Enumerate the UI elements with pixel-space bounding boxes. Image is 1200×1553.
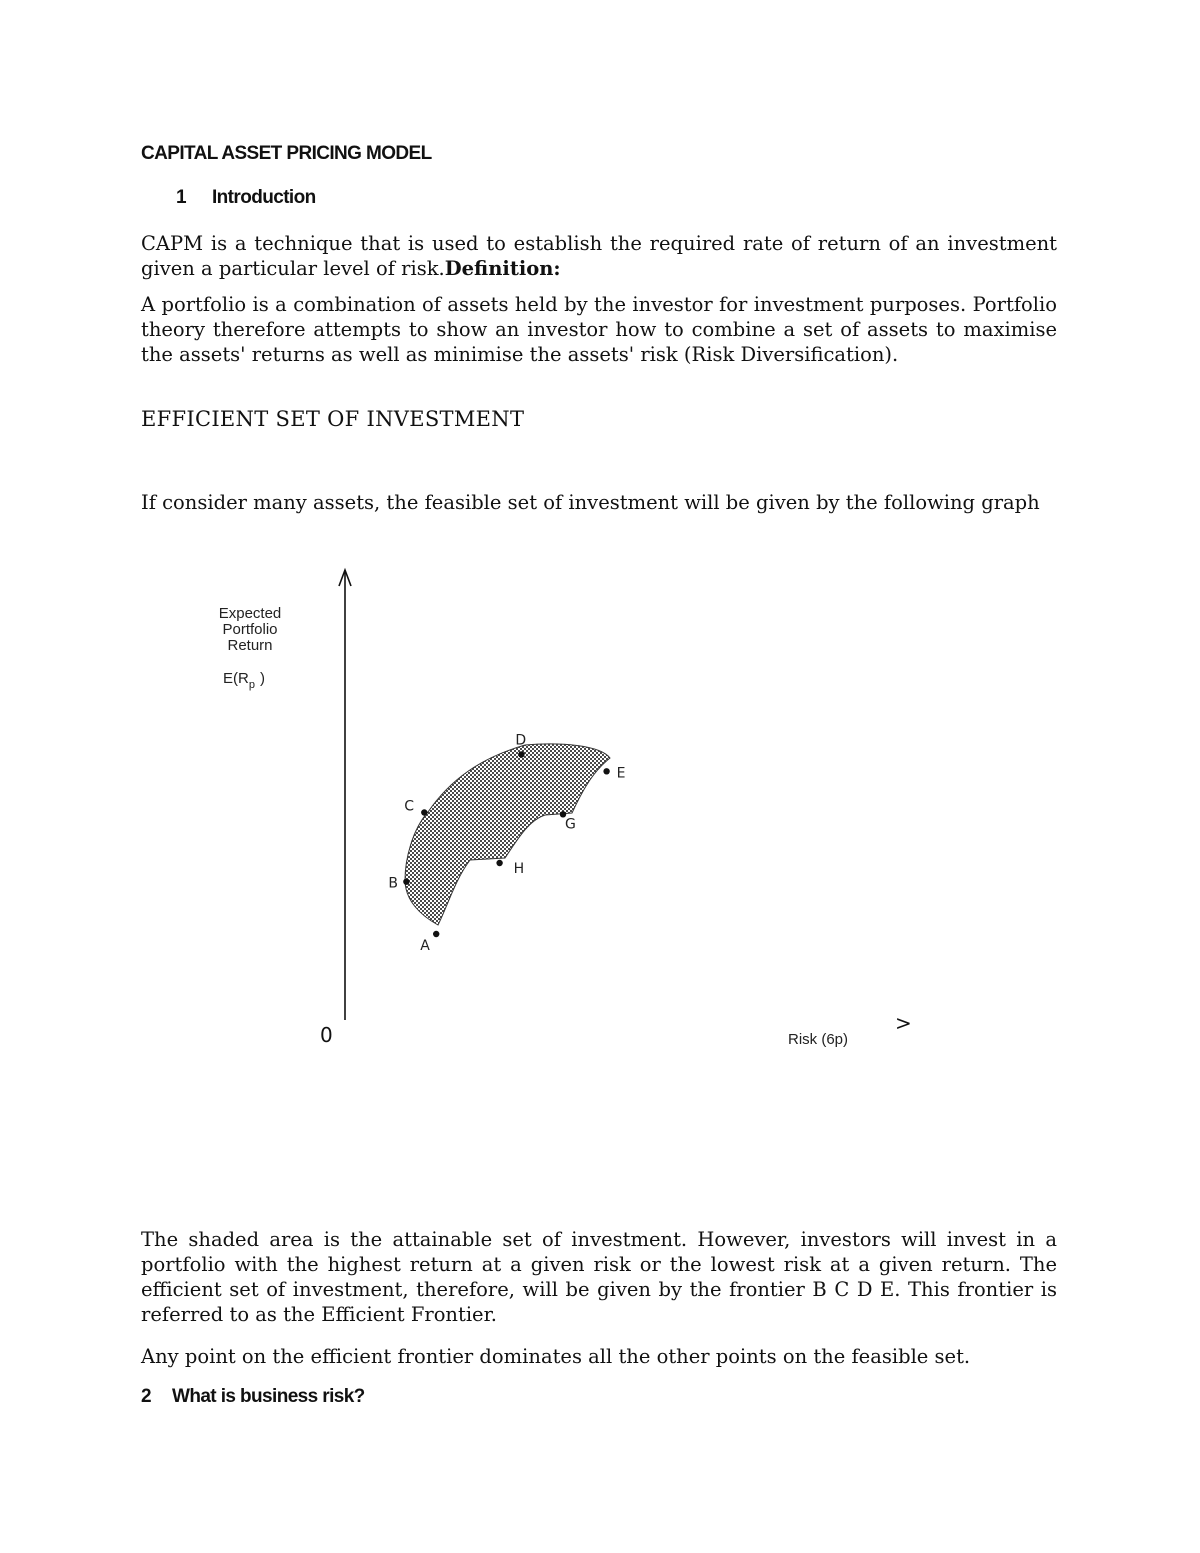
y-axis-symbol-main: E(R	[223, 670, 249, 687]
point-c-marker	[421, 809, 427, 815]
portfolio-paragraph: A portfolio is a combination of assets held by the investor for investment purposes. Portfolio theory therefore attempts to show an investor how to combine a set of assets to maximise the assets' returns as well as minimise the assets' risk (Risk Diversification).	[141, 293, 1057, 366]
section-2-title: What is business risk?	[172, 1386, 365, 1407]
section-1-number: 1	[176, 187, 186, 208]
y-axis-symbol-sub: p	[248, 679, 255, 691]
point-e-marker	[603, 768, 609, 774]
section-1-title: Introduction	[212, 187, 316, 208]
point-b-label: B	[388, 875, 399, 892]
origin-label: 0	[320, 1023, 333, 1047]
y-axis-label-line-1: Expected	[218, 605, 282, 622]
point-d-marker	[518, 751, 524, 757]
definition-label: Definition:	[444, 257, 561, 280]
point-d-label: D	[515, 732, 527, 749]
shaded-area-paragraph: The shaded area is the attainable set of investment. However, investors will invest in a portfolio with the highest return at a given risk or the lowest risk at a given return. The efficient set of investment, therefore, will be given by the frontier B C D E. This frontier is referred to as the Efficient Frontier.	[141, 1228, 1057, 1326]
y-axis-symbol	[223, 670, 265, 691]
y-axis-label-line-2: Portfolio	[222, 621, 278, 638]
efficient-set-heading: EFFICIENT SET OF INVESTMENT	[141, 407, 525, 431]
point-a-label: A	[420, 938, 430, 954]
point-c-label: C	[404, 798, 415, 815]
point-h-label: H	[513, 861, 525, 877]
point-a-marker	[433, 931, 439, 937]
point-h-marker	[496, 860, 502, 866]
feasible-set-region	[405, 744, 610, 925]
point-b-marker	[403, 879, 409, 885]
dominates-paragraph: Any point on the efficient frontier dominates all the other points on the feasible set.	[141, 1345, 971, 1368]
section-2-number: 2	[141, 1386, 151, 1407]
graph-intro-paragraph: If consider many assets, the feasible set of investment will be given by the following graph	[141, 491, 1040, 514]
intro-text: CAPM is a technique that is used to establish the required rate of return of an investment given a particular level of risk.	[141, 232, 1057, 280]
y-axis-label-line-3: Return	[227, 637, 273, 654]
y-axis-symbol-close: )	[259, 670, 265, 687]
x-axis-arrow-icon: >	[895, 1011, 912, 1035]
point-e-label: E	[616, 765, 626, 782]
document-title: CAPITAL ASSET PRICING MODEL	[141, 143, 432, 164]
x-axis-label: Risk (6p)	[788, 1031, 849, 1048]
point-g-label: G	[565, 816, 576, 833]
